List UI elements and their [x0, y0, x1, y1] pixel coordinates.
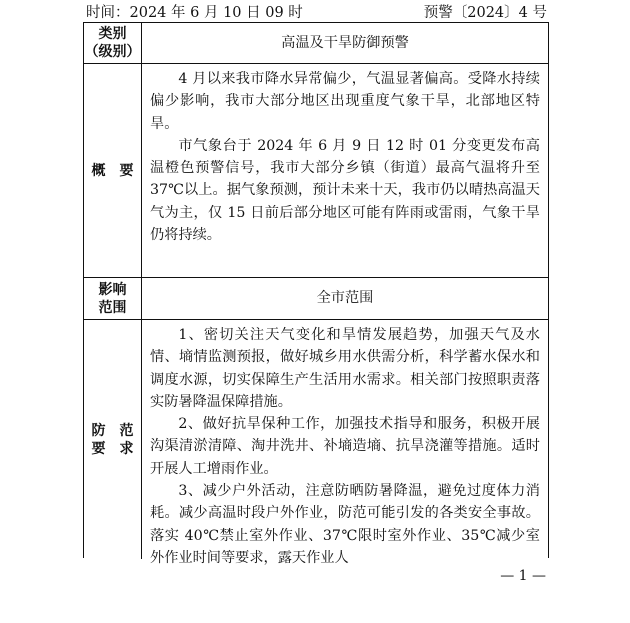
document-header — [86, 5, 547, 22]
category-row — [84, 23, 548, 63]
category-label — [84, 23, 142, 63]
prevention-row — [84, 319, 548, 566]
prevention-content — [142, 320, 548, 566]
scope-label-line2: 范围 — [98, 299, 127, 316]
prevention-label — [84, 320, 142, 559]
prevention-paragraph-2: 2、做好抗旱保种工作，加强技术指导和服务，积极开展沟渠清淤清障、淘井洗井、补墒造墒、抗旱浇灌等措施。适时开展人工增雨作业。 — [150, 416, 540, 477]
warning-table — [83, 22, 549, 566]
prevention-label-line1: 防 范 — [91, 422, 134, 439]
category-label-line2: （级别） — [84, 44, 141, 60]
prevention-label-line2: 要 求 — [91, 440, 134, 457]
summary-row — [84, 63, 548, 277]
summary-label: 概 要 — [84, 64, 142, 277]
scope-row — [84, 277, 548, 319]
scope-value: 全市范围 — [316, 290, 374, 307]
prevention-paragraph-3: 3、减少户外活动，注意防晒防暑降温，避免过度体力消耗。减少高温时段户外作业，防范可能引发的各类安全事故。落实 40℃禁止室外作业、37℃限时室外作业、35℃减少室外作业时间等要求，露天作业人 — [150, 483, 540, 566]
scope-label — [84, 278, 142, 319]
prevention-paragraph-1: 1、密切关注天气变化和旱情发展趋势，加强天气及水情、墒情监测预报，做好城乡用水供需分析，科学蓄水保水和调度水源，切实保障生产生活用水需求。相关部门按照职责落实防暑降温保障措施。 — [150, 327, 540, 410]
category-value: 高温及干旱防御预警 — [281, 34, 409, 51]
summary-content — [142, 64, 548, 277]
summary-paragraph-1: 4 月以来我市降水异常偏少，气温显著偏高。受降水持续偏少影响，我市大部分地区出现重度气象干旱，北部地区特旱。 — [150, 71, 540, 132]
warning-number: 预警〔2024〕4 号 — [423, 5, 547, 21]
scope-label-line1: 影响 — [98, 281, 127, 298]
page-number: — 1 — — [500, 568, 546, 584]
summary-paragraph-2: 市气象台于 2024 年 6 月 9 日 12 时 01 分变更发布高温橙色预警信号，我市大部分乡镇（街道）最高气温将升至 37℃以上。据气象预测，预计未来十天，我市仍以晴热高温天气为主，仅 15 日前后部分地区可能有阵雨或雷雨，气象干旱仍将持续。 — [150, 137, 540, 244]
issue-time: 时间：2024 年 6 月 10 日 09 时 — [86, 5, 303, 21]
category-label-line1: 类别 — [98, 26, 127, 42]
